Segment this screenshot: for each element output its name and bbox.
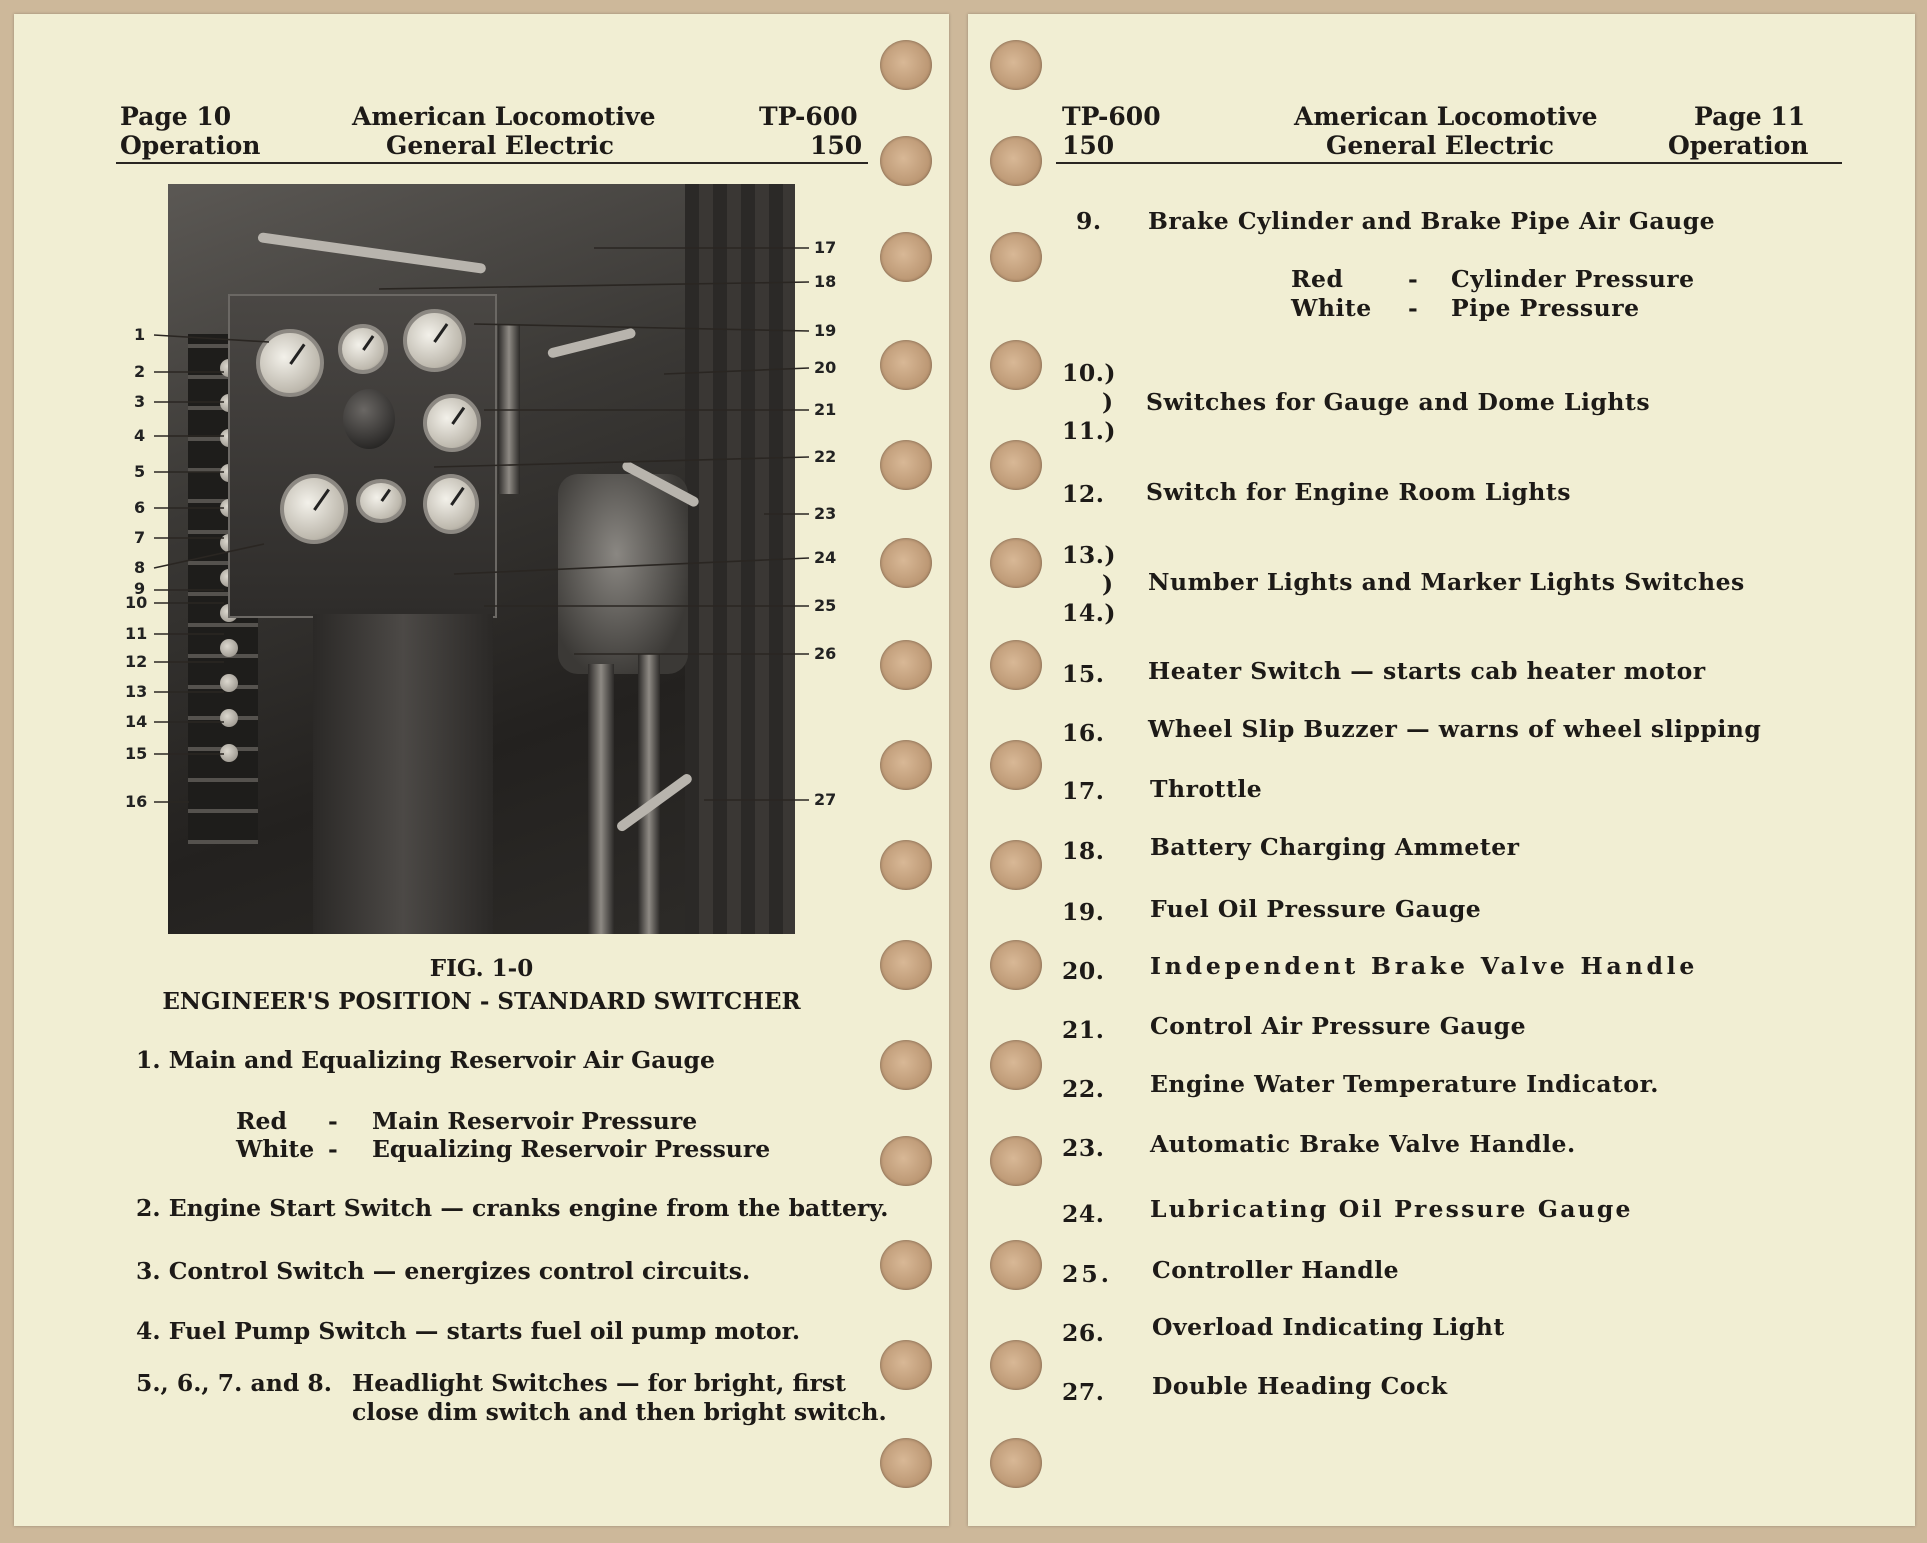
callout-23: 23 — [814, 504, 837, 523]
callout-12: 12 — [125, 652, 148, 671]
callout-2: 2 — [134, 362, 146, 381]
photo-gauge — [423, 394, 481, 452]
item-27-number: 27. — [1062, 1378, 1105, 1406]
binding-hole — [880, 1240, 932, 1290]
callout-18: 18 — [814, 272, 837, 291]
item-13-14-bracket: ) — [1102, 570, 1114, 598]
binding-hole — [880, 640, 932, 690]
item-9-number: 9. — [1076, 207, 1102, 235]
binding-hole — [990, 340, 1042, 390]
item-19-text: Fuel Oil Pressure Gauge — [1150, 895, 1482, 923]
callout-6: 6 — [134, 498, 146, 517]
callout-7: 7 — [134, 528, 146, 547]
callout-11: 11 — [125, 624, 148, 643]
binding-hole — [990, 40, 1042, 90]
photo-gauge — [403, 309, 466, 372]
binding-hole — [880, 1438, 932, 1488]
binding-hole — [880, 1040, 932, 1090]
item-21-number: 21. — [1062, 1016, 1105, 1044]
item-14-number: 14.) — [1062, 599, 1117, 627]
item-24-number: 24. — [1062, 1200, 1105, 1228]
item-16-number: 16. — [1062, 719, 1105, 747]
photo-back-wall — [685, 184, 795, 934]
figure-title: ENGINEER'S POSITION - STANDARD SWITCHER — [162, 988, 801, 1015]
item-9-white-desc: Pipe Pressure — [1451, 294, 1640, 322]
callout-15: 15 — [125, 744, 148, 763]
callout-3: 3 — [134, 392, 146, 411]
item-9-red-dash: - — [1408, 265, 1419, 293]
item-1-red-label: Red — [236, 1107, 287, 1135]
callout-17: 17 — [814, 238, 837, 257]
binding-hole — [990, 1438, 1042, 1488]
left-page — [14, 14, 949, 1526]
binding-hole — [990, 232, 1042, 282]
callout-8: 8 — [134, 558, 146, 577]
binding-hole — [880, 840, 932, 890]
binding-hole — [990, 1240, 1042, 1290]
left-model-number: 150 — [810, 131, 863, 160]
callout-1: 1 — [134, 325, 146, 344]
binding-hole — [880, 440, 932, 490]
right-section-label: Operation — [1668, 131, 1809, 160]
callout-25: 25 — [814, 596, 837, 615]
right-page-number: Page 11 — [1694, 102, 1806, 131]
binding-hole — [990, 1136, 1042, 1186]
left-header-rule — [116, 162, 868, 164]
item-23-text: Automatic Brake Valve Handle. — [1150, 1130, 1576, 1158]
item-12-text: Switch for Engine Room Lights — [1146, 478, 1571, 506]
right-model-label: TP-600 — [1062, 102, 1161, 131]
item-1-white-label: White — [236, 1135, 315, 1163]
binding-hole — [880, 1340, 932, 1390]
photo-gauge — [356, 479, 406, 523]
right-header-rule — [1056, 162, 1842, 164]
item-25-number: 25. — [1062, 1260, 1112, 1288]
binding-hole — [990, 740, 1042, 790]
photo-throttle-handle — [257, 232, 486, 274]
item-9-red-desc: Cylinder Pressure — [1451, 265, 1695, 293]
item-10-number: 10.) — [1062, 359, 1117, 387]
binding-hole — [880, 340, 932, 390]
right-company-line1: American Locomotive — [1294, 102, 1598, 131]
binding-hole — [880, 136, 932, 186]
binding-hole — [880, 40, 932, 90]
binding-hole — [990, 136, 1042, 186]
item-1-white-dash: - — [328, 1135, 338, 1163]
callout-19: 19 — [814, 321, 837, 340]
callout-10: 10 — [125, 593, 148, 612]
item-13-number: 13.) — [1062, 541, 1117, 569]
item-24-text: Lubricating Oil Pressure Gauge — [1150, 1195, 1633, 1223]
callout-13: 13 — [125, 682, 148, 701]
item-4: 4. Fuel Pump Switch — starts fuel oil pump motor. — [136, 1317, 801, 1345]
item-9-red-label: Red — [1291, 265, 1344, 293]
item-12-number: 12. — [1062, 480, 1105, 508]
item-5-8-line1: Headlight Switches — for bright, first — [352, 1369, 847, 1397]
callout-21: 21 — [814, 400, 837, 419]
callout-27: 27 — [814, 790, 837, 809]
item-9-text: Brake Cylinder and Brake Pipe Air Gauge — [1148, 207, 1716, 235]
photo-pipe — [588, 664, 614, 934]
item-20-text: Independent Brake Valve Handle — [1150, 952, 1699, 980]
photo-gauge — [256, 329, 324, 397]
photo-switch — [220, 674, 238, 692]
item-1-red-desc: Main Reservoir Pressure — [372, 1107, 698, 1135]
item-25-text: Controller Handle — [1152, 1256, 1400, 1284]
item-22-text: Engine Water Temperature Indicator. — [1150, 1070, 1659, 1098]
item-16-text: Wheel Slip Buzzer — warns of wheel slipping — [1148, 715, 1762, 743]
left-company-line2: General Electric — [386, 131, 615, 160]
item-2: 2. Engine Start Switch — cranks engine from the battery. — [136, 1194, 889, 1222]
photo-switch — [220, 709, 238, 727]
item-22-number: 22. — [1062, 1075, 1105, 1103]
left-page-number: Page 10 — [120, 102, 232, 131]
photo-gauge — [338, 324, 388, 374]
binding-hole — [880, 740, 932, 790]
item-1-red-dash: - — [328, 1107, 338, 1135]
photo-gauge — [280, 474, 348, 544]
item-13-14-text: Number Lights and Marker Lights Switches — [1148, 568, 1745, 596]
item-3: 3. Control Switch — energizes control circuits. — [136, 1257, 751, 1285]
item-18-text: Battery Charging Ammeter — [1150, 833, 1520, 861]
photo-handle — [547, 327, 637, 358]
right-page — [968, 14, 1915, 1526]
item-1-title: 1. Main and Equalizing Reservoir Air Gauge — [136, 1046, 715, 1074]
photo-indicator-lamp — [343, 389, 395, 449]
item-18-number: 18. — [1062, 837, 1105, 865]
binding-hole — [880, 940, 932, 990]
item-11-number: 11.) — [1062, 417, 1117, 445]
callout-22: 22 — [814, 447, 837, 466]
item-10-11-text: Switches for Gauge and Dome Lights — [1146, 388, 1651, 416]
callout-24: 24 — [814, 548, 837, 567]
right-model-number: 150 — [1062, 131, 1115, 160]
callout-4: 4 — [134, 426, 146, 445]
photo-switch — [220, 639, 238, 657]
callout-5: 5 — [134, 462, 146, 481]
binding-hole — [990, 940, 1042, 990]
callout-16: 16 — [125, 792, 148, 811]
item-27-text: Double Heading Cock — [1152, 1372, 1448, 1400]
figure-caption: FIG. 1-0 — [429, 955, 534, 982]
photo-switch — [220, 744, 238, 762]
callout-26: 26 — [814, 644, 837, 663]
binding-hole — [880, 232, 932, 282]
photo-cabinet — [313, 614, 493, 934]
left-model-label: TP-600 — [759, 102, 858, 131]
item-5-8-line2: close dim switch and then bright switch. — [352, 1398, 887, 1426]
item-21-text: Control Air Pressure Gauge — [1150, 1012, 1527, 1040]
left-section-label: Operation — [120, 131, 261, 160]
binding-hole — [990, 640, 1042, 690]
item-23-number: 23. — [1062, 1134, 1105, 1162]
callout-20: 20 — [814, 358, 837, 377]
item-5-8-number: 5., 6., 7. and 8. — [136, 1369, 332, 1397]
item-19-number: 19. — [1062, 898, 1105, 926]
callout-14: 14 — [125, 712, 148, 731]
photo-gauge — [423, 474, 479, 534]
binding-hole — [990, 538, 1042, 588]
photo-brake-valve — [558, 474, 688, 674]
item-26-text: Overload Indicating Light — [1152, 1313, 1505, 1341]
item-15-number: 15. — [1062, 660, 1105, 688]
binding-hole — [990, 1040, 1042, 1090]
left-page-header — [14, 14, 949, 184]
binding-hole — [880, 1136, 932, 1186]
item-10-11-bracket: ) — [1102, 388, 1114, 416]
item-9-white-label: White — [1291, 294, 1372, 322]
item-20-number: 20. — [1062, 957, 1105, 985]
item-1-white-desc: Equalizing Reservoir Pressure — [372, 1135, 771, 1163]
item-26-number: 26. — [1062, 1319, 1105, 1347]
callout-9: 9 — [134, 579, 146, 598]
left-company-line1: American Locomotive — [352, 102, 656, 131]
item-17-text: Throttle — [1150, 775, 1263, 803]
cab-photo — [168, 184, 795, 934]
binding-hole — [990, 840, 1042, 890]
item-9-white-dash: - — [1408, 294, 1419, 322]
item-15-text: Heater Switch — starts cab heater motor — [1148, 657, 1706, 685]
binding-hole — [990, 440, 1042, 490]
right-company-line2: General Electric — [1326, 131, 1555, 160]
right-page-header — [968, 14, 1915, 184]
photo-pipe — [498, 324, 520, 494]
item-17-number: 17. — [1062, 777, 1105, 805]
binding-hole — [880, 538, 932, 588]
binding-hole — [990, 1340, 1042, 1390]
